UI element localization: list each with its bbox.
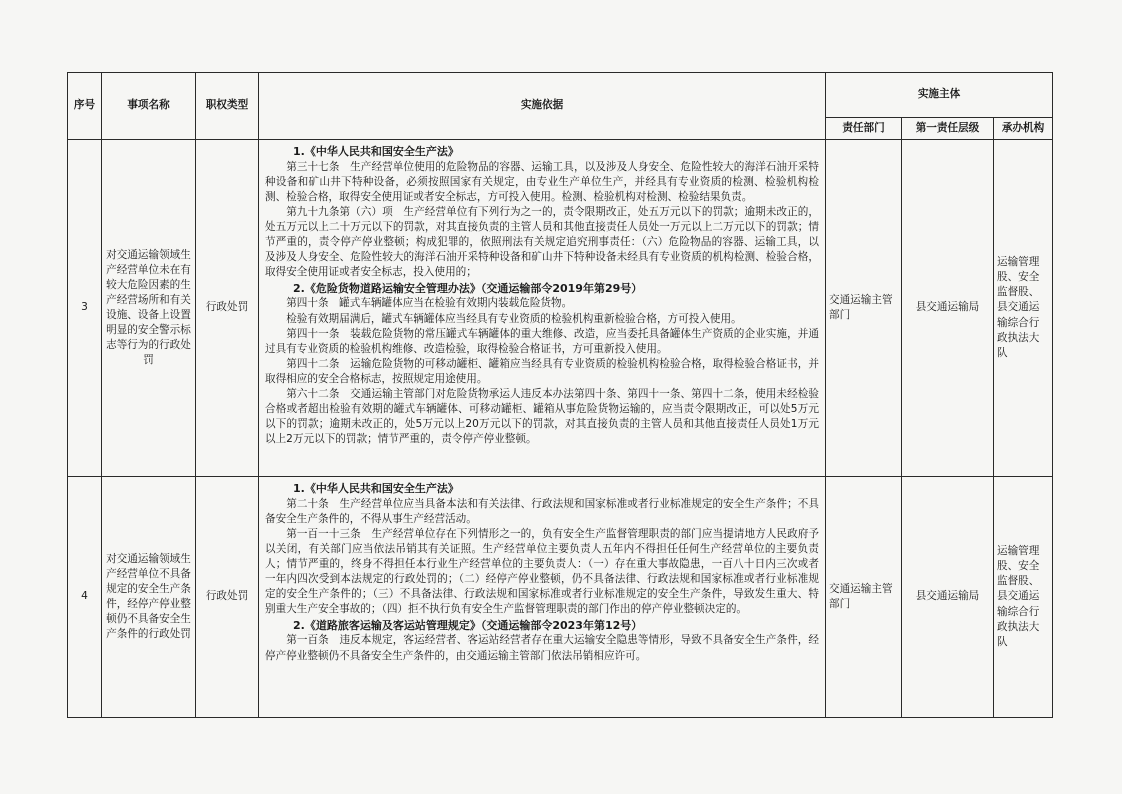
row-seq: 3 <box>68 140 102 477</box>
row-basis <box>259 140 826 477</box>
row-seq: 4 <box>68 477 102 718</box>
law-article: 检验有效期届满后，罐式车辆罐体应当经具有专业资质的检验机构重新检验合格，方可投入使用。 <box>286 312 742 325</box>
power-list-table <box>67 72 1053 718</box>
header-basis: 实施依据 <box>259 73 826 140</box>
row-dept: 交通运输主管部门 <box>826 477 902 718</box>
table-row <box>68 140 1053 477</box>
header-dept: 责任部门 <box>826 118 902 140</box>
law-article: 第九十九条第（六）项 生产经营单位有下列行为之一的，责令限期改正，处五万元以下的罚款；逾期未改正的，处五万元以上二十万元以下的罚款，对其直接负责的主管人员和其他直接责任人员处一万元以上二万元以下的罚款；情节严重的，责令停产停业整顿；构成犯罪的，依照刑法有关规定追究刑事责任：（六）危险物品的容器、运输工具，以及涉及人身安全、危险性较大的海洋石油开采特种设备和矿山井下特种设备未经具有专业资质的机构检测、检验合格，取得安全使用证或者安全标志，投入使用的； <box>265 205 819 278</box>
row-basis <box>259 477 826 718</box>
law-article: 第三十七条 生产经营单位使用的危险物品的容器、运输工具，以及涉及人身安全、危险性较大的海洋石油开采特种设备和矿山井下特种设备，必须按照国家有关规定，由专业生产单位生产，并经具有专业资质的检测、检验机构检测、检验合格，取得安全使用证或者安全标志，方可投入使用。检测、检验机构对检测、检验结果负责。 <box>265 160 819 203</box>
row-power-type: 行政处罚 <box>196 140 259 477</box>
header-first-level: 第一责任层级 <box>902 118 994 140</box>
law-article: 第四十二条 运输危险货物的可移动罐柜、罐箱应当经具有专业资质的检验机构检验合格，取得检验合格证书，并取得相应的安全合格标志，按照规定用途使用。 <box>265 357 819 385</box>
header-power-type: 职权类型 <box>196 73 259 140</box>
row-agency: 运输管理股、安全监督股、县交通运输综合行政执法大队 <box>994 477 1053 718</box>
law-article: 第四十条 罐式车辆罐体应当在检验有效期内装载危险货物。 <box>286 297 573 310</box>
row-item-name: 对交通运输领域生产经营单位未在有较大危险因素的生产经营场所和有关设施、设备上设置明显的安全警示标志等行为的行政处罚 <box>102 140 196 477</box>
row-first-level: 县交通运输局 <box>902 140 994 477</box>
header-row <box>68 73 1053 118</box>
row-dept: 交通运输主管部门 <box>826 140 902 477</box>
law-title: 2.《道路旅客运输及客运站管理规定》（交通运输部令2023年第12号） <box>293 618 643 632</box>
law-article: 第六十二条 交通运输主管部门对危险货物承运人违反本办法第四十条、第四十一条、第四十二条，使用未经检验合格或者超出检验有效期的罐式车辆罐体、可移动罐柜、罐箱从事危险货物运输的，应当责令限期改正，可以处5万元以下的罚款；逾期未改正的，处5万元以上20万元以下的罚款，对其直接负责的主管人员和其他直接责任人员处1万元以上2万元以下的罚款；情节严重的，责令停产停业整顿。 <box>265 387 819 445</box>
row-first-level: 县交通运输局 <box>902 477 994 718</box>
law-title: 2.《危险货物道路运输安全管理办法》（交通运输部令2019年第29号） <box>293 281 643 295</box>
row-agency: 运输管理股、安全监督股、县交通运输综合行政执法大队 <box>994 140 1053 477</box>
law-article: 第一百条 违反本规定，客运经营者、客运站经营者存在重大运输安全隐患等情形，导致不具备安全生产条件，经停产停业整顿仍不具备安全生产条件的，由交通运输主管部门依法吊销相应许可。 <box>265 634 819 662</box>
law-article: 第二十条 生产经营单位应当具备本法和有关法律、行政法规和国家标准或者行业标准规定的安全生产条件；不具备安全生产条件的，不得从事生产经营活动。 <box>265 497 819 525</box>
law-article: 第一百一十三条 生产经营单位存在下列情形之一的，负有安全生产监督管理职责的部门应当提请地方人民政府予以关闭，有关部门应当依法吊销其有关证照。生产经营单位主要负责人五年内不得担任任何生产经营单位的主要负责人；情节严重的，终身不得担任本行业生产经营单位的主要负责人：（一）存在重大事故隐患，一百八十日内三次或者一年内四次受到本法规定的行政处罚的；（二）经停产停业整顿，仍不具备法律、行政法规和国家标准或者行业标准规定的安全生产条件的；（三）不具备法律、行政法规和国家标准或者行业标准规定的安全生产条件，导致发生重大、特别重大生产安全事故的；（四）拒不执行负有安全生产监督管理职责的部门作出的停产停业整顿决定的。 <box>265 527 819 615</box>
header-agency: 承办机构 <box>994 118 1053 140</box>
header-seq: 序号 <box>68 73 102 140</box>
law-title: 1.《中华人民共和国安全生产法》 <box>293 482 459 495</box>
row-power-type: 行政处罚 <box>196 477 259 718</box>
row-item-name: 对交通运输领域生产经营单位不具备规定的安全生产条件，经停产停业整顿仍不具备安全生产条件的行政处罚 <box>102 477 196 718</box>
header-subject: 实施主体 <box>826 73 1053 118</box>
table-row <box>68 477 1053 718</box>
law-article: 第四十一条 装载危险货物的常压罐式车辆罐体的重大维修、改造，应当委托具备罐体生产资质的企业实施，并通过具有专业资质的检验机构维修、改造检验，取得检验合格证书，方可重新投入使用。 <box>265 327 819 355</box>
law-title: 1.《中华人民共和国安全生产法》 <box>293 145 459 158</box>
header-item-name: 事项名称 <box>102 73 196 140</box>
